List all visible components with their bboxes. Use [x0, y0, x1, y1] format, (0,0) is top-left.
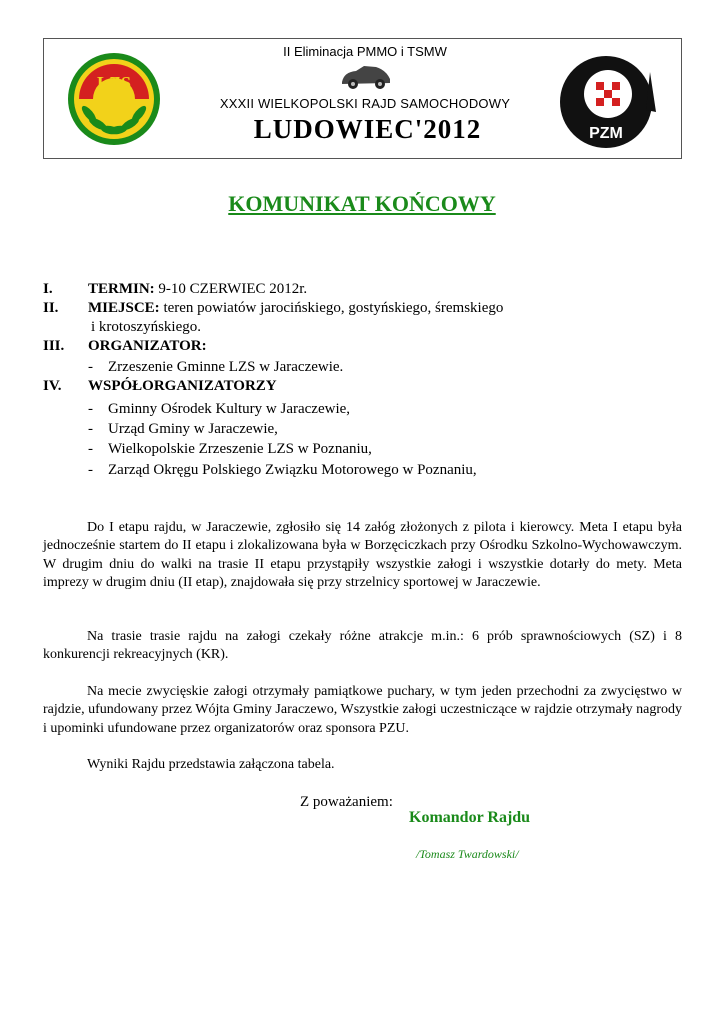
- pzm-logo-text: PZM: [589, 125, 623, 142]
- coorganizer-item: - Zarząd Okręgu Polskiego Związku Motorowego w Poznaniu,: [88, 462, 477, 478]
- closing-salutation: Z poważaniem:: [300, 794, 393, 810]
- coorganizer-item: - Urząd Gminy w Jaraczewie,: [88, 421, 278, 437]
- header-subtitle: II Eliminacja PMMO i TSMW: [283, 44, 447, 59]
- lzs-logo: [65, 52, 163, 147]
- lzs-logo-text: LZS: [96, 73, 132, 93]
- header-event-name: XXXII WIELKOPOLSKI RAJD SAMOCHODOWY: [219, 96, 511, 111]
- section-value: 9-10 CZERWIEC 2012r.: [154, 281, 308, 297]
- coorganizer-item: - Wielkopolskie Zrzeszenie LZS w Poznaniu,: [88, 441, 372, 457]
- section-value: teren powiatów jarocińskiego, gostyńskiego, śremskiego: [159, 300, 504, 316]
- section-number: I.: [43, 281, 53, 297]
- paragraph-4: Wyniki Rajdu przedstawia załączona tabela.: [87, 757, 335, 772]
- section-label: TERMIN:: [88, 281, 155, 297]
- document-title: KOMUNIKAT KOŃCOWY: [228, 191, 496, 216]
- section-number: III.: [43, 338, 65, 354]
- paragraph-1: Do I etapu rajdu, w Jaraczewie, zgłosiło się 14 załóg złożonych z pilota i kierowcy. Meta I etapu była jednocześnie startem do II etapu i zlokalizowana była w Borzęciczkach przy Ośrodku Szkolno-Wychowawczym. W drugim dniu do walki na trasie II etapu przystąpiły wszystkie załogi i wszystkie dotarły do mety. Meta imprezy w drugim dniu (II etap), znajdowała się przy strzelnicy sportowej w Jaraczewie.: [43, 520, 682, 590]
- section-number: IV.: [43, 378, 62, 394]
- section-label: MIEJSCE:: [88, 300, 160, 316]
- section-label: ORGANIZATOR:: [88, 338, 207, 354]
- paragraph-2: Na trasie trasie rajdu na załogi czekały różne atrakcje m.in.: 6 prób sprawnościowych (SZ) i 8 konkurencji rekreacyjnych (KR).: [43, 629, 682, 663]
- section-number: II.: [43, 300, 59, 316]
- coorganizer-item: - Gminny Ośrodek Kultury w Jaraczewie,: [88, 401, 351, 417]
- rally-car-icon: [338, 62, 394, 90]
- paragraph-3: Na mecie zwycięskie załogi otrzymały pamiątkowe puchary, w tym jeden przechodni za zwycięstwo w rajdzie, ufundowany przez Wójta Gminy Jaraczewo, Wszystkie załogi uczestniczące w rajdzie otrzymały nagrody i upominki ufundowane przez organizatorów oraz sponsora PZU.: [43, 684, 682, 736]
- pzm-logo: [558, 52, 660, 152]
- section-label: WSPÓŁORGANIZATORZY: [88, 378, 277, 394]
- header-title: LUDOWIEC'2012: [253, 114, 482, 144]
- organizer-item: - Zrzeszenie Gminne LZS w Jaraczewie.: [88, 359, 344, 375]
- signer-title: Komandor Rajdu: [409, 809, 531, 826]
- signer-name: /Tomasz Twardowski/: [416, 847, 519, 861]
